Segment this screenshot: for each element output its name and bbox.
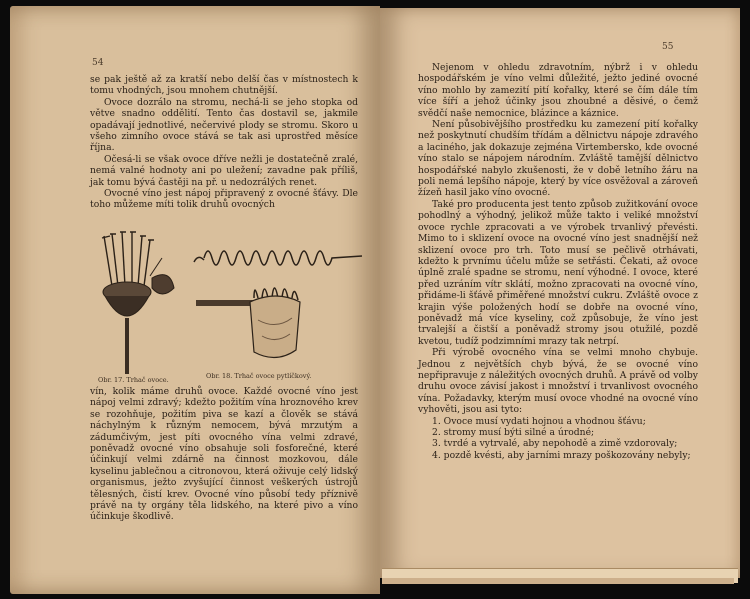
right-text [418, 62, 698, 461]
left-page [10, 6, 380, 594]
paragraph: se pak ještě až za kratší nebo delší čas v místnostech k tomu vhodných, jsou mnohem chutnější. [90, 74, 358, 97]
paragraph: Při výrobě ovocného vína se velmi mnoho chybuje. Jednou z největších chyb bývá, že se ovocné víno nepřipravuje z náležitých ovocných druhů. A právě od volby druhu ovoce závisí jakost i množství i trvanlivost ovocného vína. Požadavky, kterým musí ovoce vhodné na ovocné víno vyhověti, jsou asi tyto: [418, 347, 698, 416]
right-page-number: 55 [662, 42, 674, 52]
paragraph: Ovoce dozrálo na stromu, nechá-li se jeho stopka od větve snadno oddělití. Tento čas dostavil se, jakmile opadávají jednotlivé, nečervivé plody se stromu. Skoro u všeho zimního ovoce stává se tak asi uprostřed měsíce října. [90, 96, 358, 154]
pouch-picker-figure [192, 240, 367, 370]
paragraph: Také pro producenta jest tento způsob zužitkování ovoce pohodlný a výhodný, jelikož může takto i veliké množství ovoce rychle zpracovati a ve výrobek trvanlivý převésti. Mimo to i sklizení ovoce na ovocné víno jest snadnější než sklizení ovoce pro trh. Toto musí se pečlivě otrhávati, kdežto k prvnímu účelu může se setřásti. Čekati, až ovoce úplně zralé spadne se stromu, není výhodné. I ovoce, které před uzráním vítr sklátí, možno zpracovati na ovocné víno, přidáme-li šťávě přiměřené množství cukru. Zvláště ovoce z krajin výše položených hodí se dobře na ovocné víno, poněvadž má více kyseliny, což způsobuje, že víno jest trvalejší a čistší a poněvadž stromy jsou otužilé, pozdě kvetou, tudíž podzimními mrazy tak netrpí. [418, 198, 698, 347]
left-top-text [90, 74, 358, 211]
fruit-picker-illustration [90, 228, 185, 378]
list-item: 1. Ovoce musí vydati hojnou a vhodnou šťávu; [432, 415, 646, 427]
paragraph: Očesá-li se však ovoce dříve nežli je dostatečně zralé, nemá valné hodnoty ani po uležení; zavadne pak příliš, jak tomu bývá častěji na př. u nedozrálých renet. [90, 153, 358, 188]
pouch-picker-illustration [192, 240, 367, 370]
paragraph: Ovocné víno jest nápoj připravený z ovocné šťávy. Dle toho můžeme míti tolik druhů ovocných [90, 188, 358, 211]
left-page-number: 54 [92, 58, 104, 68]
fig1-caption: Obr. 17. Trhač ovoce. [98, 376, 169, 384]
list-item: 3. tvrdé a vytrvalé, aby nepohodě a zimě vzdorovaly; [432, 438, 678, 450]
paragraph: Nejenom v ohledu zdravotním, nýbrž i v ohledu hospodářském je víno velmi důležité, ježto jediné ovocné víno mohlo by zamezití pití kořalky, které se čím dále tím více šíří a jehož účinky jsou zhoubné a děsivé, o čemž svědčí naše nemocnice, blázince a káznice. [418, 62, 698, 119]
fig2-caption: Obr. 18. Trhač ovoce pytlíčkový. [206, 372, 312, 380]
left-bottom-text [90, 386, 358, 523]
paragraph: Není působivějšího prostředku ku zamezení pití kořalky než poskytnutí chudším třídám a dělnictvu nápoje zdravého a laciného, jak dokazuje zejména Virtembersko, kde ovocné víno stalo se nápojem národním. Zvláště tamější dělnictvo hospodářské nabylo zkušenosti, že v době letního žáru na poli nemá lepšího nápoje, který by více osvěžoval a zároveň žízeň hasil jako víno ovocné. [418, 119, 698, 199]
page-edges-lower [382, 578, 734, 584]
paragraph: vín, kolik máme druhů ovoce. Každé ovocné víno jest nápoj velmi zdravý; kdežto požitím vína hroznového krev se rozohňuje, požitím piva se kazí a člověk se stává náchylným k různým nemocem, bývá mrzutým a zádumčivým, jest píti ovocného vína velmi zdravé, poněvadž ovocné víno obsahuje soli fosforečné, které účinkují velmi zdárně na činnost mozkovou, dále kyselinu jablečnou a citronovou, která oživuje celý lidský organismus, ježto zvyšující činnost veškerých ústrojů tělesných, čistí krev. Ovocné víno působí tedy příznivě právě na ty orgány těla lidského, na které pivo a víno účinkuje škodlivě. [90, 386, 358, 523]
list-item: 4. pozdě kvésti, aby jarními mrazy poškozovány nebyly; [432, 449, 691, 461]
list-item: 2. stromy musí býti silné a úrodné; [432, 427, 595, 438]
fruit-picker-figure [90, 228, 185, 378]
right-page [380, 8, 740, 578]
